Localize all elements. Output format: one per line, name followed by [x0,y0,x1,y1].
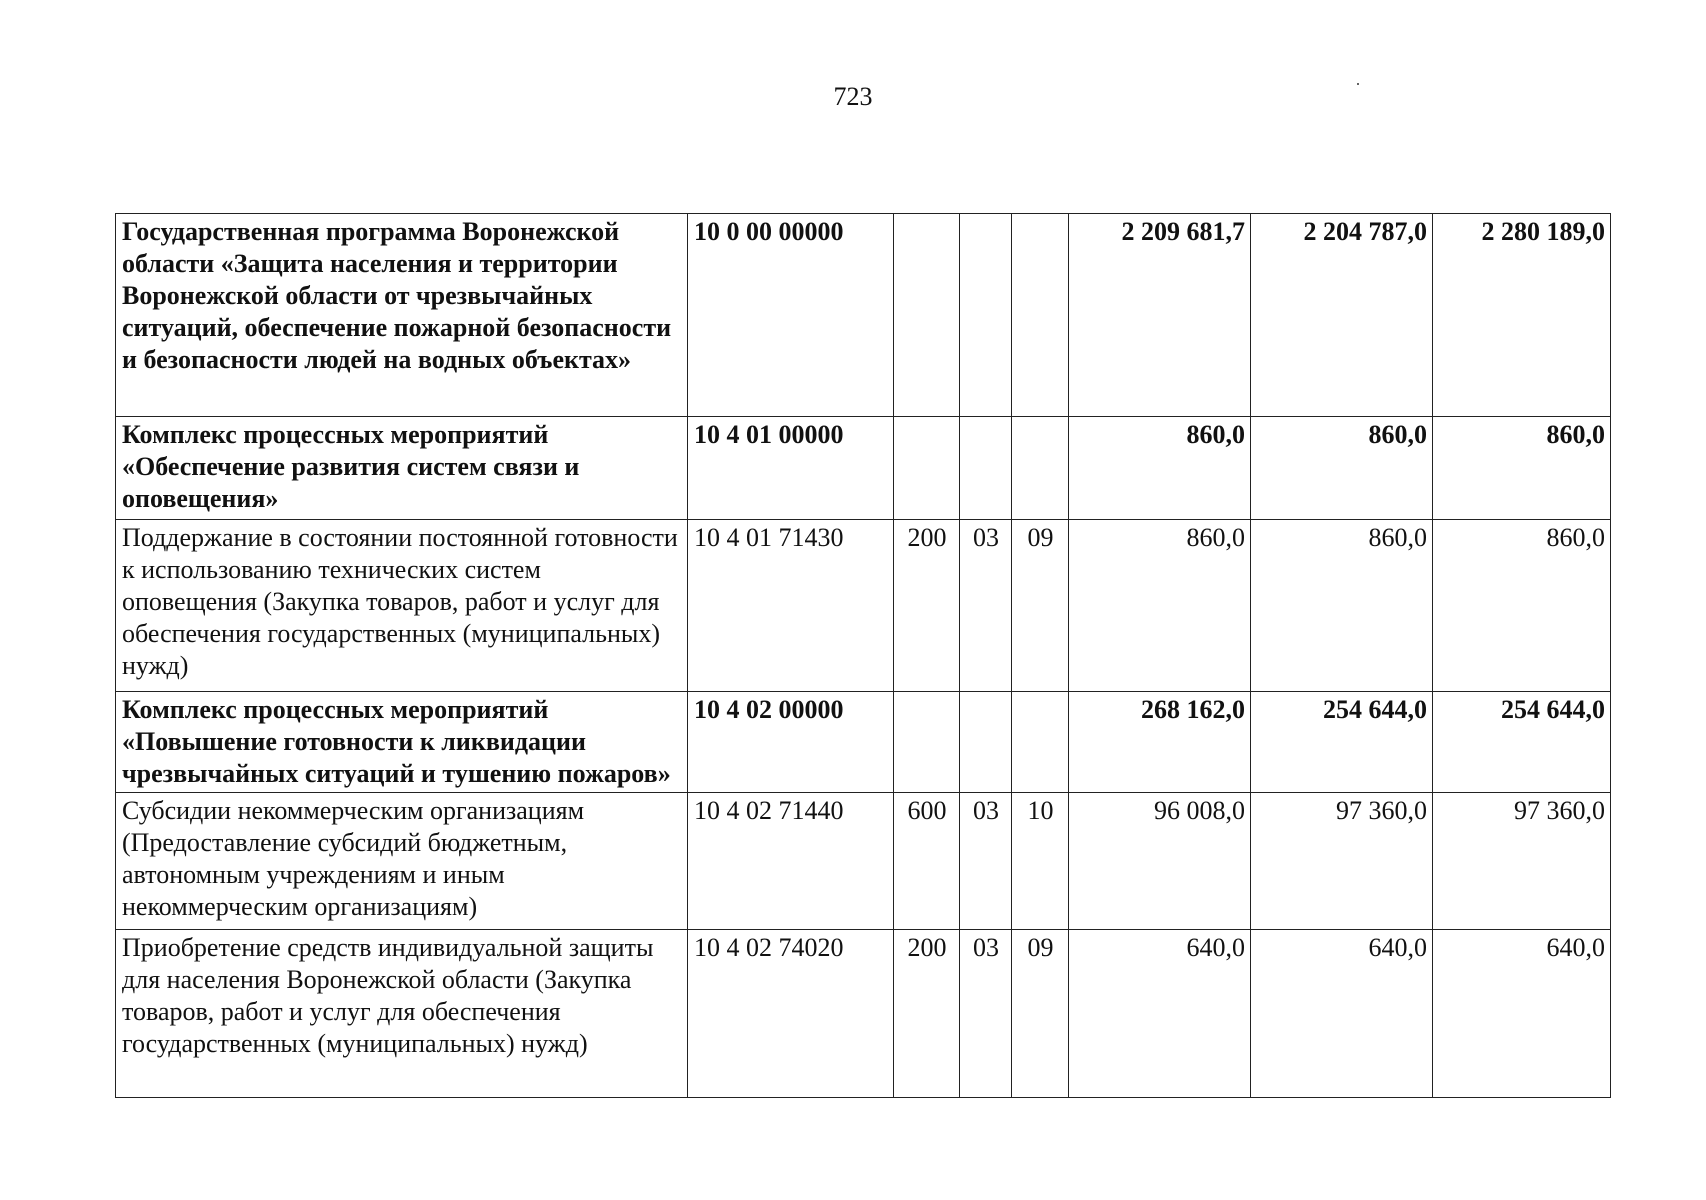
amount-year-1: 860,0 [1069,417,1251,520]
scan-speck [1357,83,1359,85]
target-code: 10 4 02 71440 [688,793,894,930]
table-row [116,520,1611,692]
amount-year-1: 2 209 681,7 [1069,214,1251,417]
table-row [116,417,1611,520]
row-name: Комплекс процессных мероприятий «Обеспечение развития систем связи и оповещения» [116,417,688,520]
amount-year-3: 860,0 [1433,417,1611,520]
section-code [960,214,1012,417]
table-row [116,214,1611,417]
subsection-code: 09 [1012,520,1069,692]
amount-year-2: 254 644,0 [1251,692,1433,793]
amount-year-2: 640,0 [1251,930,1433,1098]
amount-year-3: 640,0 [1433,930,1611,1098]
amount-year-3: 2 280 189,0 [1433,214,1611,417]
amount-year-1: 96 008,0 [1069,793,1251,930]
expense-type: 200 [894,930,960,1098]
subsection-code: 09 [1012,930,1069,1098]
section-code: 03 [960,793,1012,930]
target-code: 10 0 00 00000 [688,214,894,417]
row-name: Поддержание в состоянии постоянной готовности к использованию технических систем оповещения (Закупка товаров, работ и услуг для обеспечения государственных (муниципальных) нужд) [116,520,688,692]
table-row [116,930,1611,1098]
amount-year-1: 268 162,0 [1069,692,1251,793]
section-code [960,417,1012,520]
table-row [116,692,1611,793]
amount-year-3: 254 644,0 [1433,692,1611,793]
section-code: 03 [960,930,1012,1098]
row-name: Комплекс процессных мероприятий «Повышение готовности к ликвидации чрезвычайных ситуаций и тушению пожаров» [116,692,688,793]
amount-year-2: 2 204 787,0 [1251,214,1433,417]
target-code: 10 4 01 00000 [688,417,894,520]
row-name: Приобретение средств индивидуальной защиты для населения Воронежской области (Закупка товаров, работ и услуг для обеспечения государственных (муниципальных) нужд) [116,930,688,1098]
expense-type: 200 [894,520,960,692]
expense-type [894,214,960,417]
budget-table [115,213,1611,1098]
subsection-code: 10 [1012,793,1069,930]
target-code: 10 4 02 74020 [688,930,894,1098]
target-code: 10 4 01 71430 [688,520,894,692]
amount-year-2: 97 360,0 [1251,793,1433,930]
target-code: 10 4 02 00000 [688,692,894,793]
subsection-code [1012,214,1069,417]
amount-year-3: 860,0 [1433,520,1611,692]
subsection-code [1012,692,1069,793]
page-number: 723 [833,82,873,111]
section-code: 03 [960,520,1012,692]
amount-year-2: 860,0 [1251,417,1433,520]
amount-year-2: 860,0 [1251,520,1433,692]
section-code [960,692,1012,793]
expense-type [894,417,960,520]
amount-year-1: 860,0 [1069,520,1251,692]
expense-type: 600 [894,793,960,930]
row-name: Государственная программа Воронежской области «Защита населения и территории Воронежской области от чрезвычайных ситуаций, обеспечение пожарной безопасности и безопасности людей на водных объектах» [116,214,688,417]
amount-year-1: 640,0 [1069,930,1251,1098]
amount-year-3: 97 360,0 [1433,793,1611,930]
table-row [116,793,1611,930]
row-name: Субсидии некоммерческим организациям (Предоставление субсидий бюджетным, автономным учреждениям и иным некоммерческим организациям) [116,793,688,930]
expense-type [894,692,960,793]
subsection-code [1012,417,1069,520]
